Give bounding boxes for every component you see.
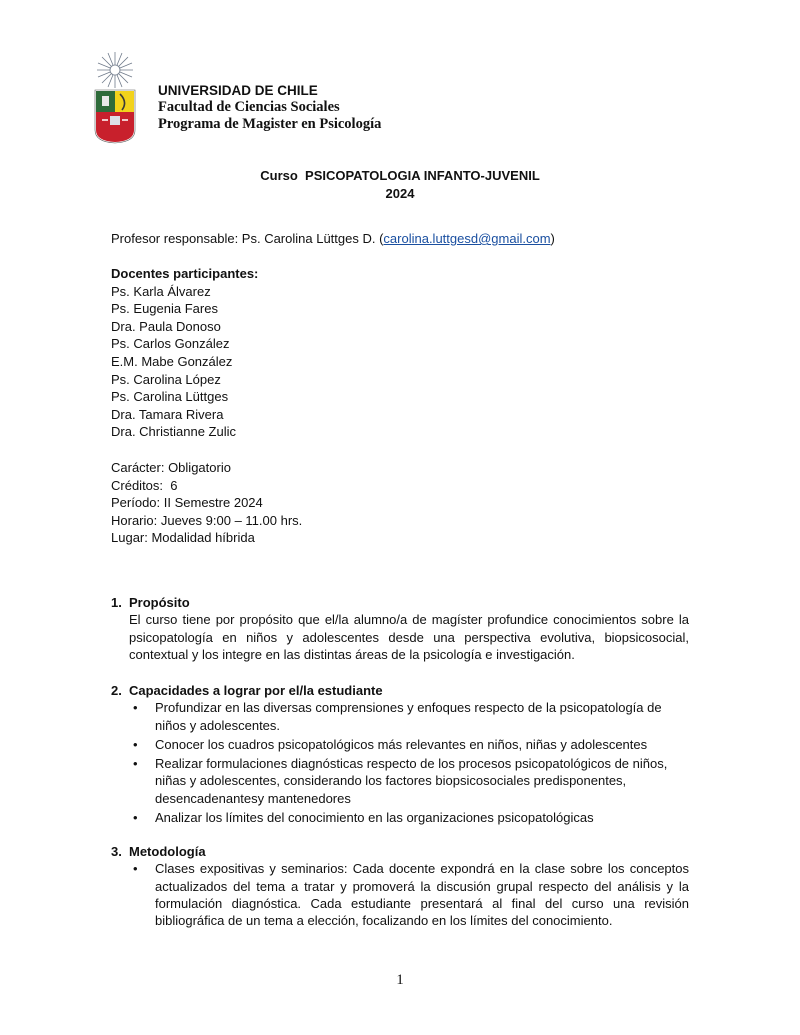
- faculty-name: Facultad de Ciencias Sociales: [158, 99, 340, 115]
- bullet-icon: •: [133, 861, 138, 877]
- detail-character: Carácter: Obligatorio: [111, 460, 231, 475]
- list-item: • Analizar los límites del conocimiento en las organizaciones psicopatológicas: [133, 810, 594, 826]
- teachers-heading: Docentes participantes:: [111, 266, 259, 281]
- teacher-item: Ps. Carlos González: [111, 336, 230, 352]
- course-title-block: [0, 167, 800, 203]
- section-number: 1.: [111, 595, 122, 610]
- detail-period: Período: II Semestre 2024: [111, 495, 263, 511]
- bullet-icon: •: [133, 736, 138, 752]
- course-year: 2024: [385, 186, 415, 201]
- list-item: • Realizar formulaciones diagnósticas respecto de los procesos psicopatológicos de niños, niñas y adolescentes, considerando los factores biopsicosociales predisponentes, desencadenantesy mantenedores: [133, 756, 668, 806]
- section-capabilities: [111, 682, 689, 828]
- bullet-icon: •: [133, 756, 138, 772]
- section-text: El curso tiene por propósito que el/la alumno/a de magíster profundice conocimientos sobre la psicopatología en niños y adolescentes desde una perspectiva evolutiva, biopsicosocial, contextual y los integre en las distintas áreas de la psicología e investigación.: [129, 612, 689, 662]
- professor-close: ): [550, 231, 555, 246]
- teachers-block: [111, 265, 258, 441]
- section-number: 3.: [111, 844, 122, 859]
- bullet-icon: •: [133, 810, 138, 826]
- teacher-item: Ps. Carolina Lüttges: [111, 389, 229, 405]
- teacher-item: Dra. Christianne Zulic: [111, 424, 236, 440]
- list-item: • Profundizar en las diversas comprensiones y enfoques respecto de la psicopatología de niños y adolescentes.: [133, 700, 662, 733]
- section-title: Metodología: [129, 844, 206, 859]
- section-methodology: [111, 843, 689, 931]
- university-logo: [92, 50, 138, 144]
- page-number: 1: [396, 972, 404, 988]
- section-title: Capacidades a lograr por el/la estudiante: [129, 683, 383, 698]
- section-title: Propósito: [129, 595, 190, 610]
- professor-line: [111, 230, 555, 248]
- teacher-item: Ps. Karla Álvarez: [111, 283, 211, 299]
- course-details: [111, 459, 302, 547]
- section-purpose: [111, 594, 689, 663]
- section-number: 2.: [111, 683, 122, 698]
- teacher-item: Ps. Eugenia Fares: [111, 301, 218, 317]
- detail-credits: Créditos: 6: [111, 477, 178, 493]
- teacher-item: E.M. Mabe González: [111, 353, 233, 369]
- detail-schedule: Horario: Jueves 9:00 – 11.00 hrs.: [111, 512, 303, 528]
- program-name: Programa de Magister en Psicología: [158, 116, 382, 132]
- institution-header: [158, 82, 381, 133]
- list-item: • Clases expositivas y seminarios: Cada docente expondrá en la clase sobre los conceptos actualizados del tema a tratar y promoverá la discusión grupal respecto del análisis y la formulación diagnóstica. Cada estudiante presentará al final del curso una revisión bibliográfica de un tema a elección, focalizando en los límites del conocimiento.: [133, 861, 689, 929]
- methodology-list: [129, 860, 689, 929]
- bullet-icon: •: [133, 700, 138, 716]
- professor-email-link[interactable]: carolina.luttgesd@gmail.com: [383, 231, 551, 246]
- teacher-item: Dra. Tamara Rivera: [111, 406, 224, 422]
- shield: [95, 90, 135, 143]
- university-name: UNIVERSIDAD DE CHILE: [158, 83, 318, 98]
- capabilities-list: [129, 699, 689, 826]
- course-title: Curso PSICOPATOLOGIA INFANTO-JUVENIL: [260, 168, 540, 183]
- teacher-item: Dra. Paula Donoso: [111, 318, 221, 334]
- detail-location: Lugar: Modalidad híbrida: [111, 530, 255, 546]
- professor-label: Profesor responsable: Ps. Carolina Lüttges D. (: [111, 231, 384, 246]
- list-item: • Conocer los cuadros psicopatológicos más relevantes en niños, niñas y adolescentes: [133, 736, 648, 752]
- teacher-item: Ps. Carolina López: [111, 371, 221, 387]
